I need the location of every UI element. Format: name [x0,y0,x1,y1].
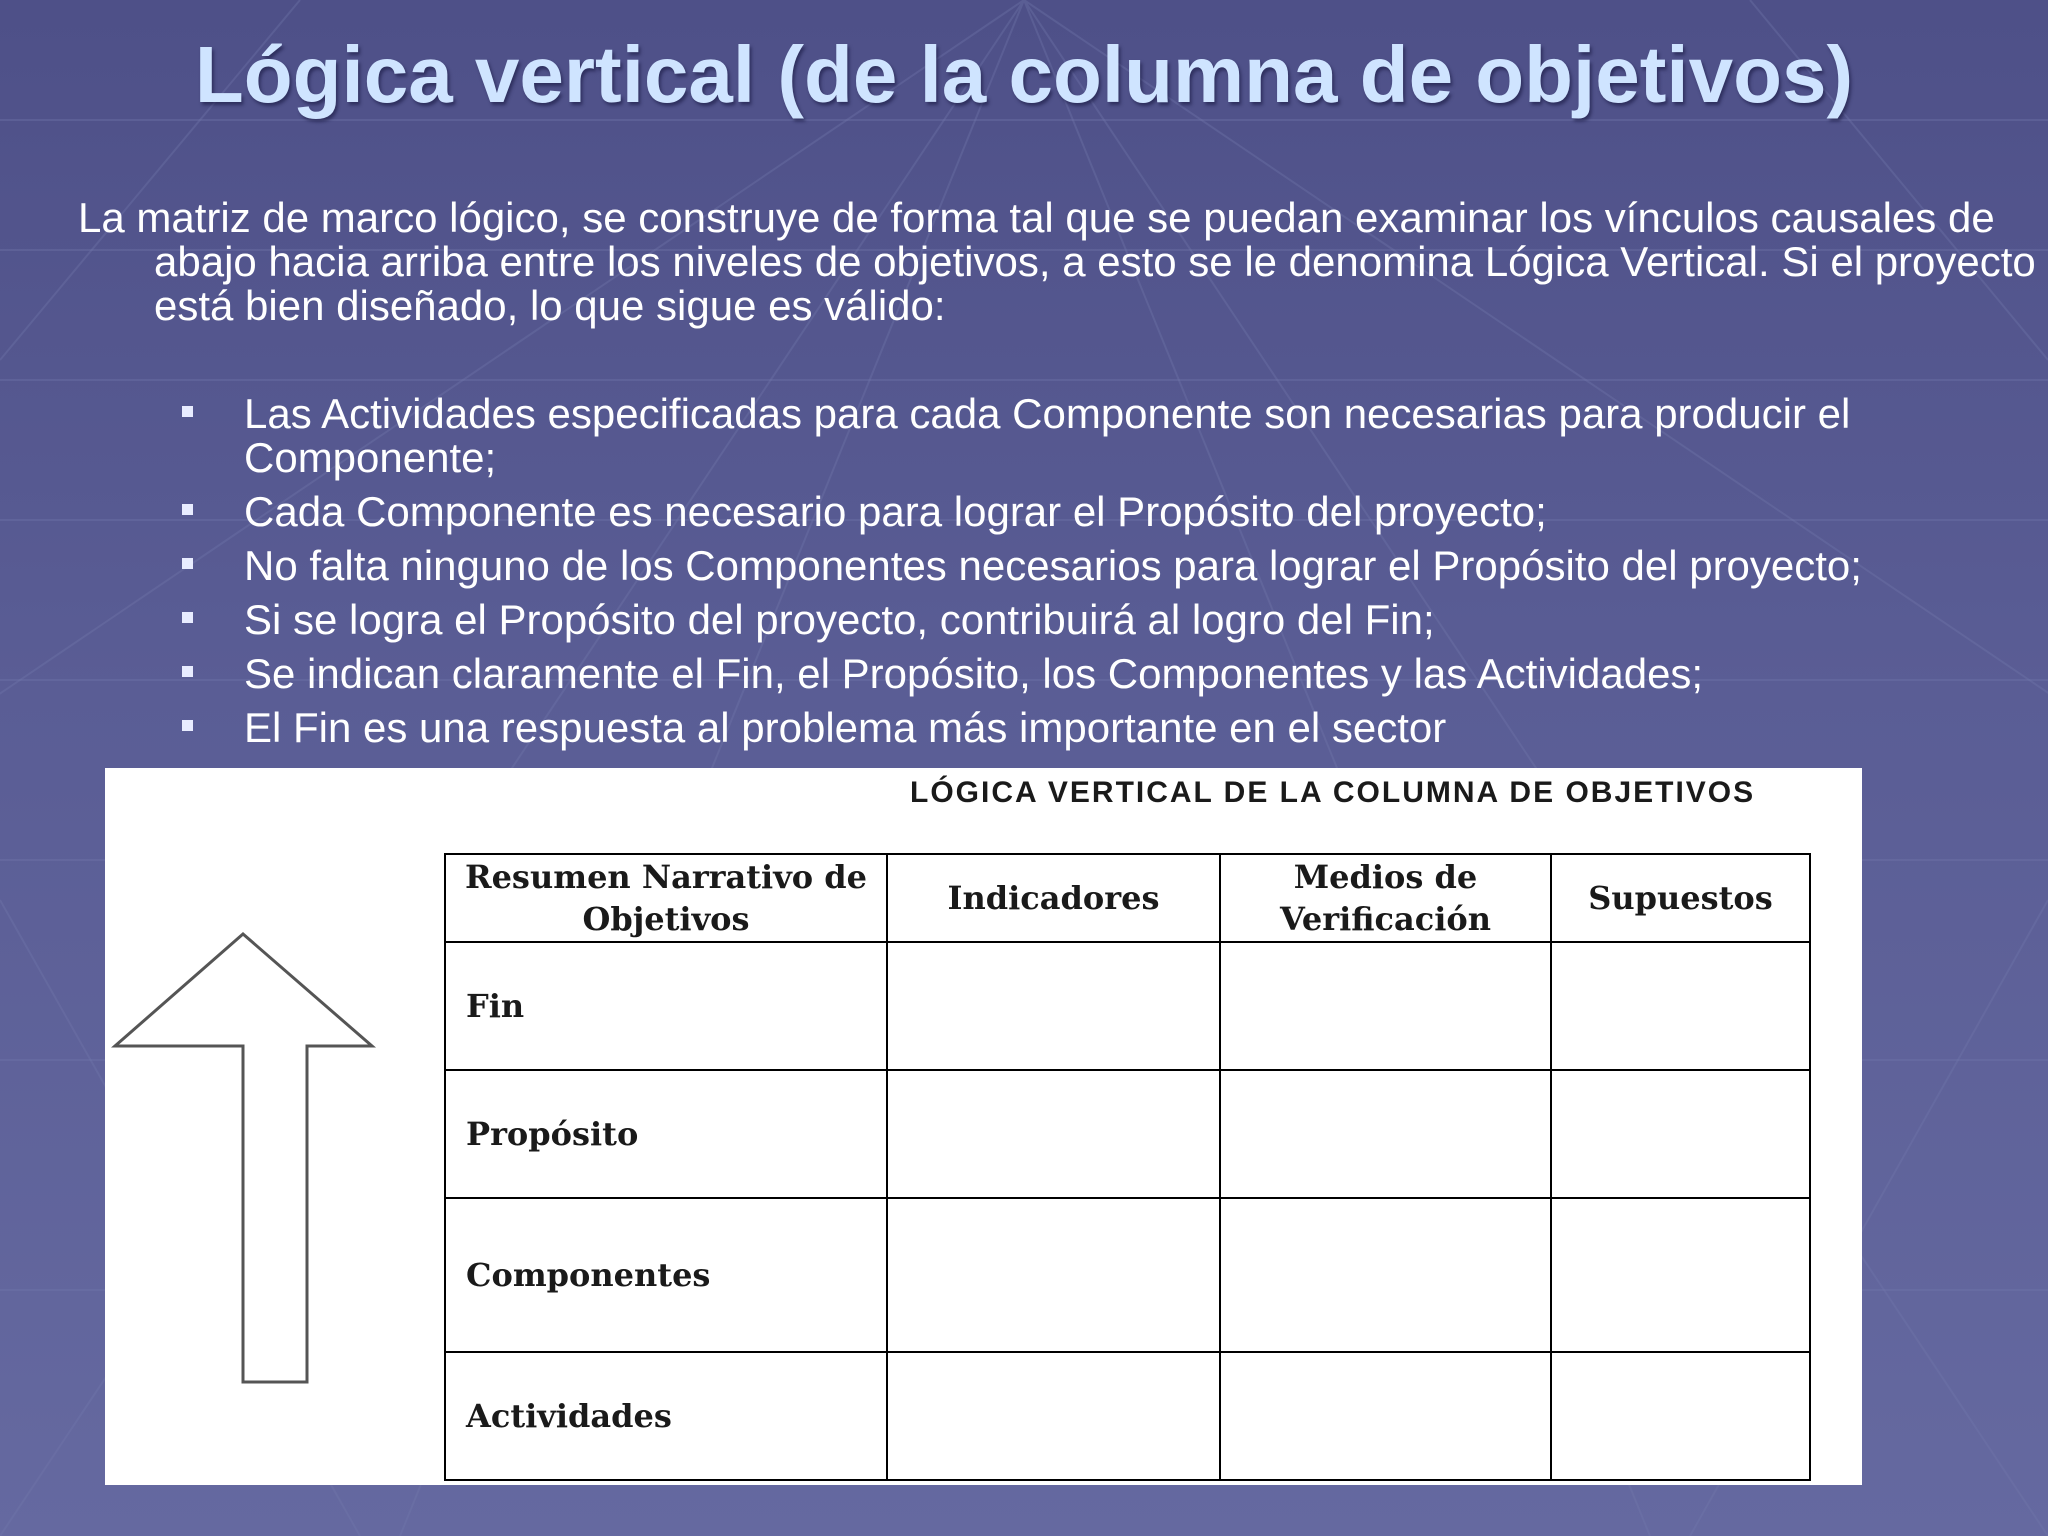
intro-paragraph: La matriz de marco lógico, se construye de forma tal que se puedan examinar los vínculos causales de abajo hacia arriba entre los niveles de objetivos, a esto se le denomina Lógica Vertical. Si el proyecto está bien diseñado, lo que sigue es válido: [78,194,2036,329]
row-label-componentes: Componentes [445,1198,887,1352]
bullet-item [180,706,2010,750]
square-bullet-icon [182,406,193,417]
table-cell [1551,942,1810,1070]
bullet-text: Cada Componente es necesario para lograr el Propósito del proyecto; [244,488,1547,535]
square-bullet-icon [182,612,193,623]
bullet-text: No falta ninguno de los Componentes necesarios para lograr el Propósito del proyecto; [244,542,1862,589]
table-cell [1220,1070,1551,1198]
table-header-row [445,854,1810,942]
slide-title: Lógica vertical (de la columna de objetivos) [194,30,1854,119]
header-resumen-narrativo: Resumen Narrativo de Objetivos [445,854,887,942]
table-row [445,1070,1810,1198]
square-bullet-icon [182,666,193,677]
table-cell [1220,942,1551,1070]
table-row [445,1352,1810,1480]
header-supuestos: Supuestos [1551,854,1810,942]
row-label-proposito: Propósito [445,1070,887,1198]
bullet-item [180,544,2010,588]
logframe-table [444,853,1811,1481]
table-cell [887,1070,1220,1198]
up-arrow-icon [105,768,405,1485]
bullet-item [180,598,2010,642]
figure-title: LÓGICA VERTICAL DE LA COLUMNA DE OBJETIVOS [910,776,1756,809]
table-cell [887,1198,1220,1352]
table-cell [1551,1198,1810,1352]
bullet-item [180,490,2010,534]
header-indicadores: Indicadores [887,854,1220,942]
row-label-actividades: Actividades [445,1352,887,1480]
bullet-item [180,652,2010,696]
table-row [445,1198,1810,1352]
bullet-text: Las Actividades especificadas para cada Componente son necesarias para producir el Componente; [244,390,1851,481]
square-bullet-icon [182,558,193,569]
row-label-fin: Fin [445,942,887,1070]
table-cell [887,1352,1220,1480]
table-cell [1220,1198,1551,1352]
bullet-list [180,392,2010,760]
bullet-text: El Fin es una respuesta al problema más importante en el sector [244,704,1447,751]
header-medios-verificacion: Medios de Verificación [1220,854,1551,942]
bullet-item [180,392,2010,480]
table-cell [1551,1352,1810,1480]
figure-panel [105,768,1862,1485]
square-bullet-icon [182,504,193,515]
table-cell [1220,1352,1551,1480]
bullet-text: Si se logra el Propósito del proyecto, contribuirá al logro del Fin; [244,596,1435,643]
table-row [445,942,1810,1070]
bullet-text: Se indican claramente el Fin, el Propósito, los Componentes y las Actividades; [244,650,1704,697]
table-cell [1551,1070,1810,1198]
square-bullet-icon [182,720,193,731]
table-cell [887,942,1220,1070]
